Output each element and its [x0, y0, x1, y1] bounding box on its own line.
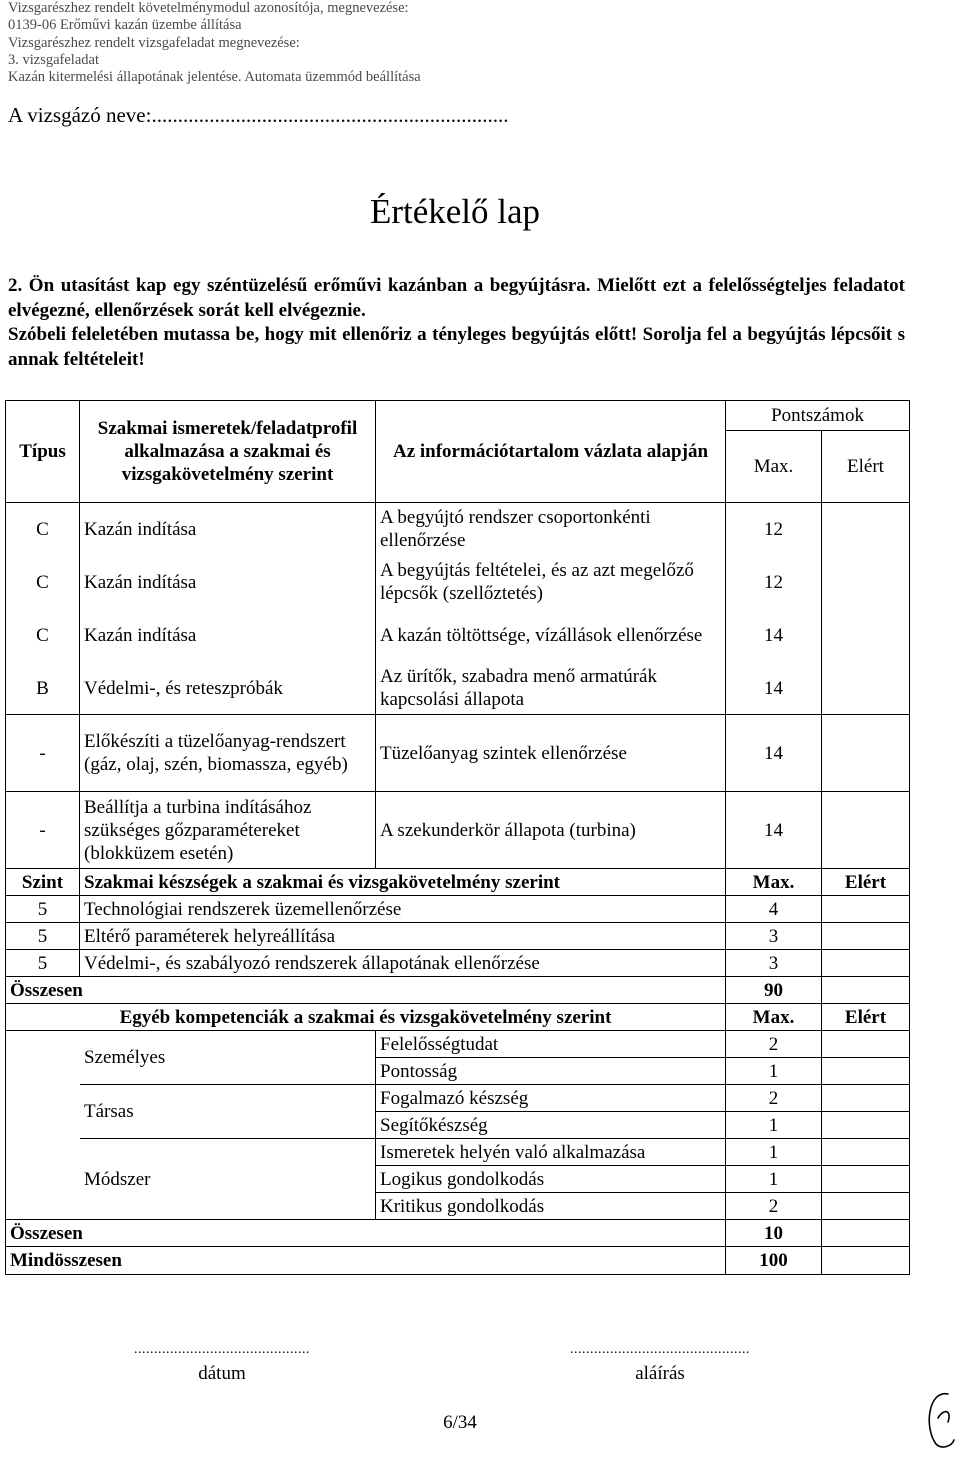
skill-level: 5 — [6, 923, 80, 950]
skills-header-title: Szakmai készségek a szakmai és vizsgakövetelmény szerint — [80, 869, 726, 896]
evaluation-table — [5, 400, 910, 1275]
skill-achieved[interactable] — [822, 896, 910, 923]
row-achieved[interactable] — [822, 503, 910, 556]
row-type: - — [6, 792, 80, 869]
skill-max: 3 — [726, 923, 822, 950]
competence-group: Személyes — [80, 1031, 376, 1085]
row-achieved[interactable] — [822, 792, 910, 869]
grand-total-row — [6, 1247, 910, 1275]
header-info: Az információtartalom vázlata alapján — [376, 401, 726, 503]
row-info: Tüzelőanyag szintek ellenőrzése — [376, 715, 726, 792]
row-profile: Kazán indítása — [80, 609, 376, 662]
competence-item: Fogalmazó készség — [376, 1085, 726, 1112]
other-header-row — [6, 1004, 910, 1031]
subtotal-row — [6, 1220, 910, 1247]
handwritten-mark-icon — [918, 1388, 958, 1452]
row-profile: Védelmi-, és reteszpróbák — [80, 662, 376, 715]
row-info: A begyújtó rendszer csoportonkénti ellenőrzése — [376, 503, 726, 556]
row-achieved[interactable] — [822, 662, 910, 715]
date-label: dátum — [198, 1363, 246, 1384]
row-type: - — [6, 715, 80, 792]
table-row — [6, 556, 910, 609]
row-type: C — [6, 503, 80, 556]
competence-item: Logikus gondolkodás — [376, 1166, 726, 1193]
row-info: A kazán töltöttsége, vízállások ellenőrzése — [376, 609, 726, 662]
grand-total-achieved[interactable] — [822, 1247, 910, 1275]
table-row — [6, 503, 910, 556]
table-row — [6, 662, 910, 715]
skill-max: 4 — [726, 896, 822, 923]
table-row — [6, 792, 910, 869]
row-info: Az ürítők, szabadra menő armatúrák kapcsolási állapota — [376, 662, 726, 715]
row-max: 14 — [726, 715, 822, 792]
row-achieved[interactable] — [822, 556, 910, 609]
skill-level: 5 — [6, 896, 80, 923]
grand-total-label: Mindösszesen — [6, 1247, 726, 1275]
competence-achieved[interactable] — [822, 1166, 910, 1193]
skill-max: 3 — [726, 950, 822, 977]
competence-achieved[interactable] — [822, 1139, 910, 1166]
header-max: Max. — [726, 431, 822, 503]
table-row — [6, 923, 910, 950]
competence-item: Kritikus gondolkodás — [376, 1193, 726, 1220]
row-max: 14 — [726, 662, 822, 715]
row-type: C — [6, 556, 80, 609]
competence-max: 1 — [726, 1112, 822, 1139]
row-max: 12 — [726, 556, 822, 609]
competence-item: Felelősségtudat — [376, 1031, 726, 1058]
header-profile: Szakmai ismeretek/feladatprofil alkalmazása a szakmai és vizsgakövetelmény szerint — [80, 401, 376, 503]
skills-header-achieved: Elért — [822, 869, 910, 896]
competence-item: Segítőkészség — [376, 1112, 726, 1139]
competence-max: 2 — [726, 1085, 822, 1112]
other-header-max: Max. — [726, 1004, 822, 1031]
skill-text: Védelmi-, és szabályozó rendszerek állapotának ellenőrzése — [80, 950, 726, 977]
skill-text: Eltérő paraméterek helyreállítása — [80, 923, 726, 950]
competence-achieved[interactable] — [822, 1112, 910, 1139]
skills-header-row — [6, 869, 910, 896]
row-achieved[interactable] — [822, 715, 910, 792]
table-row — [6, 1031, 910, 1058]
skill-achieved[interactable] — [822, 950, 910, 977]
candidate-name-line: A vizsgázó neve:.................................................................... — [8, 103, 509, 127]
page-number: 6/34 — [443, 1412, 477, 1433]
competence-achieved[interactable] — [822, 1031, 910, 1058]
skill-text: Technológiai rendszerek üzemellenőrzése — [80, 896, 726, 923]
grand-total-max: 100 — [726, 1247, 822, 1275]
competence-achieved[interactable] — [822, 1058, 910, 1085]
task-paragraph: 2. Ön utasítást kap egy széntüzelésű erőművi kazánban a begyújtásra. Mielőtt ezt a felelősségteljes feladatot elvégezné, ellenőrzések sorát kell elvégeznie. — [8, 275, 905, 321]
subtotal-max: 90 — [726, 977, 822, 1004]
date-dots: ............................................ — [134, 1342, 310, 1357]
subtotal-achieved[interactable] — [822, 1220, 910, 1247]
table-row — [6, 609, 910, 662]
skills-header-max: Max. — [726, 869, 822, 896]
table-row — [6, 896, 910, 923]
row-profile: Kazán indítása — [80, 503, 376, 556]
subtotal-label: Összesen — [6, 977, 726, 1004]
signature-dots: ............................................. — [570, 1342, 750, 1357]
date-signature-block — [90, 1338, 354, 1386]
row-max: 14 — [726, 609, 822, 662]
row-profile: Kazán indítása — [80, 556, 376, 609]
header-line: Kazán kitermelési állapotának jelentése. Automata üzemmód beállítása — [8, 69, 421, 86]
competence-max: 1 — [726, 1058, 822, 1085]
competence-max: 2 — [726, 1031, 822, 1058]
skill-achieved[interactable] — [822, 923, 910, 950]
subtotal-row — [6, 977, 910, 1004]
competence-group: Módszer — [80, 1139, 376, 1220]
signature-label: aláírás — [635, 1363, 685, 1384]
table-row — [6, 715, 910, 792]
header-line: 0139-06 Erőművi kazán üzembe állítása — [8, 17, 242, 34]
row-type: B — [6, 662, 80, 715]
header-points: Pontszámok — [726, 401, 910, 431]
other-header-achieved: Elért — [822, 1004, 910, 1031]
table-row — [6, 1139, 910, 1166]
competence-item: Ismeretek helyén való alkalmazása — [376, 1139, 726, 1166]
competence-achieved[interactable] — [822, 1085, 910, 1112]
header-line: 3. vizsgafeladat — [8, 51, 99, 68]
competence-group: Társas — [80, 1085, 376, 1139]
subtotal-label: Összesen — [6, 1220, 726, 1247]
row-max: 14 — [726, 792, 822, 869]
header-type: Típus — [6, 401, 80, 503]
header-line: Vizsgarészhez rendelt vizsgafeladat megnevezése: — [8, 34, 300, 51]
competence-max: 1 — [726, 1139, 822, 1166]
page-title: Értékelő lap — [369, 192, 541, 231]
subtotal-max: 10 — [726, 1220, 822, 1247]
other-header-title: Egyéb kompetenciák a szakmai és vizsgakövetelmény szerint — [6, 1004, 726, 1031]
row-type: C — [6, 609, 80, 662]
row-info: A begyújtás feltételei, és az azt megelőző lépcsők (szellőztetés) — [376, 556, 726, 609]
row-achieved[interactable] — [822, 609, 910, 662]
task-description — [8, 274, 905, 372]
skills-header-level: Szint — [6, 869, 80, 896]
row-info: A szekunderkör állapota (turbina) — [376, 792, 726, 869]
competence-max: 1 — [726, 1166, 822, 1193]
row-profile: Beállítja a turbina indításához szükséges gőzparamétereket (blokküzem esetén) — [80, 792, 376, 869]
competence-achieved[interactable] — [822, 1193, 910, 1220]
header-line: Vizsgarészhez rendelt követelménymodul azonosítója, megnevezése: — [8, 0, 409, 16]
skill-level: 5 — [6, 950, 80, 977]
table-row — [6, 950, 910, 977]
document-header — [8, 0, 421, 86]
row-profile: Előkészíti a tüzelőanyag-rendszert (gáz, olaj, szén, biomassza, egyéb) — [80, 715, 376, 792]
task-paragraph: Szóbeli feleletében mutassa be, hogy mit ellenőriz a tényleges begyújtás előtt! Sorolja fel a begyújtás lépcsőit s annak feltételeit! — [8, 324, 905, 370]
header-achieved: Elért — [822, 431, 910, 503]
signature-block — [528, 1338, 792, 1386]
subtotal-achieved[interactable] — [822, 977, 910, 1004]
competence-item: Pontosság — [376, 1058, 726, 1085]
table-row — [6, 1085, 910, 1112]
competence-max: 2 — [726, 1193, 822, 1220]
row-max: 12 — [726, 503, 822, 556]
